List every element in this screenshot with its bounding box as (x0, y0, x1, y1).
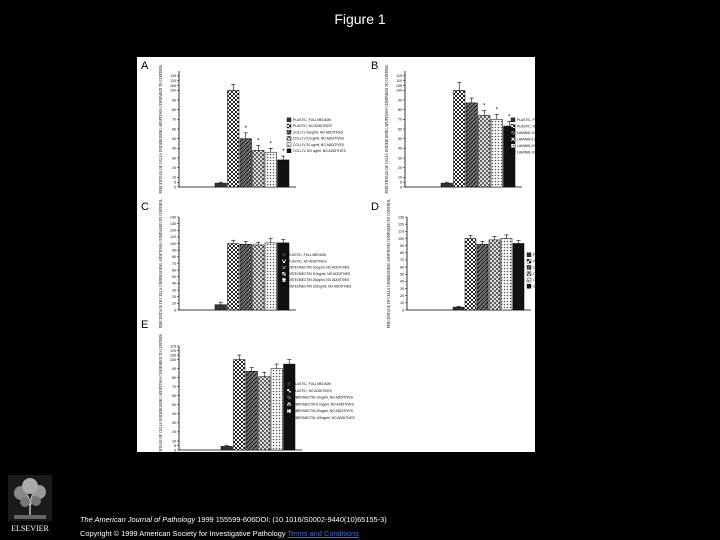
legend-swatch (287, 136, 291, 140)
legend-swatch (287, 409, 291, 413)
bar (271, 369, 283, 450)
y-tick-label: 70 (172, 261, 176, 266)
legend-label: COLL III 20ug/ml, NO ADDITIVES (533, 278, 583, 283)
y-tick-label: 120 (398, 222, 404, 227)
bar (513, 243, 524, 310)
elsevier-logo (8, 475, 52, 535)
legend-swatch (511, 118, 515, 122)
chart-panel-c (141, 199, 352, 328)
legend-label: OSTEONECTIN 5.0ug/ml, NO ADDITIVES (288, 271, 351, 276)
legend-label: PLASTIC, FULL MEDIUM (293, 382, 331, 386)
figure-panel (137, 57, 585, 463)
y-tick-label: 30 (172, 421, 176, 426)
y-tick-label: 50 (172, 275, 176, 280)
significance-marker: * (269, 141, 272, 148)
legend-swatch (511, 124, 515, 128)
chart-panel-e (141, 319, 356, 463)
citation-text: 1999 155599-606DOI: (10.1016/S0002-9440(10)65155-3) (195, 515, 387, 524)
legend-label: FIBRONECTIN 100ug/ml, NO ADDITIVES (293, 416, 355, 420)
legend-label: FIBRONECTIN 20ug/ml, NO ADDITIVES (293, 409, 353, 414)
bar (265, 152, 277, 187)
y-tick-label: 110 (396, 78, 402, 83)
publisher-name: ELSEVIER (11, 524, 49, 533)
legend-swatch (287, 389, 291, 393)
y-axis-label: PERCENTAGE OF CELLS UNDERGOING APOPTOSIS COMPARED TO CONTROL (387, 198, 391, 329)
y-tick-label: 0 (174, 185, 176, 190)
y-tick-label: 90 (172, 98, 176, 103)
figure-title: Figure 1 (334, 11, 386, 27)
legend-swatch (287, 124, 291, 128)
y-tick-label: 105 (170, 83, 176, 88)
y-tick-label: 10 (398, 175, 402, 180)
y-tick-label: 10 (400, 301, 404, 306)
y-tick-label: 50 (172, 136, 176, 141)
journal-name: The American Journal of Pathology (80, 515, 196, 524)
y-tick-label: 130 (398, 215, 404, 220)
y-tick-label: 80 (400, 251, 404, 256)
y-tick-label: 50 (400, 272, 404, 277)
bar (240, 139, 252, 187)
bar (477, 244, 488, 310)
y-tick-label: 20 (398, 165, 402, 170)
legend-label: LAMININ 20 ug/ml, NO ADDITIVES (517, 144, 569, 148)
y-tick-label: 60 (172, 127, 176, 132)
y-tick-label: 110 (170, 348, 176, 353)
y-tick-label: 60 (172, 394, 176, 399)
legend-swatch (287, 149, 291, 153)
legend-label: PLASTIC, NO ADDITIVES (293, 124, 332, 129)
y-tick-label: 50 (398, 136, 402, 141)
significance-marker: * (282, 149, 285, 156)
y-tick-label: 0 (174, 448, 176, 453)
y-axis-label: PERCENTAGE OF CELLS UNDERGOING APOPTOSIS COMPARED TO CONTROL (159, 198, 163, 329)
legend-label: PLASTIC, NO ADDITIVES (517, 124, 556, 129)
y-tick-label: 100 (170, 88, 176, 93)
significance-marker: * (257, 138, 260, 145)
y-tick-label: 90 (400, 243, 404, 248)
y-tick-label: 5 (174, 180, 176, 185)
bar (253, 150, 265, 187)
legend-swatch (287, 130, 291, 134)
legend-label: PLASTIC, FULL MEDIUM (288, 253, 326, 257)
y-tick-label: 110 (170, 235, 176, 240)
bar (253, 245, 265, 310)
figure-charts (137, 57, 585, 463)
legend-swatch (282, 265, 286, 269)
copyright-text: Copyright © 1999 American Society for Investigative Pathology (80, 529, 286, 538)
legend-swatch (287, 118, 291, 122)
y-tick-label: 30 (172, 288, 176, 293)
y-tick-label: 80 (172, 255, 176, 260)
legend-label: PLASTIC, FULL MEDIUM (533, 253, 571, 257)
legend-swatch (511, 150, 515, 154)
chart-panel-a (141, 60, 347, 194)
y-tick-label: 100 (170, 241, 176, 246)
legend-swatch (527, 265, 531, 269)
y-tick-label: 10 (172, 175, 176, 180)
legend-label: FIBRONECTIN 10ug/ml, NO ADDITIVES (293, 395, 353, 400)
bar (453, 307, 464, 310)
legend-swatch (511, 144, 515, 148)
y-tick-label: 40 (398, 146, 402, 151)
y-tick-label: 50 (172, 403, 176, 408)
legend-swatch (282, 259, 286, 263)
bar (491, 119, 503, 187)
bar (466, 103, 478, 187)
y-tick-label: 140 (170, 215, 176, 220)
y-tick-label: 0 (174, 308, 176, 313)
y-tick-label: 80 (172, 375, 176, 380)
y-tick-label: 70 (400, 258, 404, 263)
panel-label: E (141, 319, 149, 331)
bar (284, 364, 296, 450)
bar (234, 360, 246, 450)
y-tick-label: 20 (172, 165, 176, 170)
legend-label: PLASTIC, FULL MEDIUM (517, 118, 555, 122)
legend-label: OSTEONECTIN 10ug/ml, NO ADDITIVES (288, 265, 350, 270)
panel-label: A (141, 60, 149, 72)
legend-label: FIBRONECTIN 5.0ug/ml, NO ADDITIVES (293, 402, 354, 407)
y-tick-label: 120 (170, 228, 176, 233)
bar (441, 183, 453, 187)
legend-swatch (527, 278, 531, 282)
legend-swatch (527, 253, 531, 257)
bar (489, 240, 500, 310)
y-tick-label: 40 (172, 146, 176, 151)
y-tick-label: 30 (400, 286, 404, 291)
y-tick-label: 115 (396, 74, 402, 79)
bar (465, 238, 476, 310)
y-tick-label: 60 (398, 127, 402, 132)
significance-marker: * (495, 107, 498, 114)
panel-label: B (371, 60, 379, 72)
legend-swatch (287, 382, 291, 386)
legend-swatch (282, 272, 286, 276)
chart-panel-b (371, 60, 571, 194)
bar (240, 244, 252, 310)
bar (215, 305, 227, 310)
legend-swatch (287, 395, 291, 399)
legend-label: COLL IV 20 ug/ml, NO ADDITIVES (293, 142, 344, 147)
y-tick-label: 5 (400, 180, 402, 185)
y-tick-label: 30 (172, 156, 176, 161)
y-tick-label: 40 (172, 281, 176, 286)
y-tick-label: 100 (170, 357, 176, 362)
bar (259, 377, 271, 450)
y-tick-label: 80 (172, 107, 176, 112)
chart-panel-d (371, 199, 585, 328)
legend-label: LAMININ 5.0 ug/ml, NO ADDITIVES (517, 137, 570, 142)
bar (278, 160, 290, 187)
legend-swatch (511, 131, 515, 135)
y-tick-label: 70 (398, 117, 402, 122)
legend-label: COLL III 5.0ug/ml, NO ADDITIVES (533, 271, 584, 276)
legend-swatch (282, 253, 286, 257)
citation-line (80, 515, 387, 524)
y-tick-label: 110 (398, 229, 404, 234)
y-tick-label: 40 (400, 279, 404, 284)
y-tick-label: 100 (396, 88, 402, 93)
copyright-line (80, 529, 359, 538)
y-tick-label: 130 (170, 221, 176, 226)
legend-label: PLASTIC, FULL MEDIUM (293, 118, 331, 122)
legend-swatch (287, 402, 291, 406)
bar (246, 371, 258, 450)
legend-label: OSTEONECTIN 100ug/ml, NO ADDITIVES (288, 284, 352, 289)
y-tick-label: 30 (398, 156, 402, 161)
legend-swatch (282, 278, 286, 282)
y-tick-label: 100 (398, 236, 404, 241)
y-tick-label: 60 (172, 268, 176, 273)
terms-link[interactable]: Terms and Conditions (287, 529, 359, 538)
legend-swatch (527, 284, 531, 288)
legend-label: COLL III 100ug/ml, NO ADDITIVES (533, 284, 585, 289)
y-tick-label: 20 (172, 430, 176, 435)
bar (501, 238, 512, 310)
legend-swatch (282, 284, 286, 288)
bar (265, 243, 277, 310)
y-tick-label: 90 (398, 98, 402, 103)
legend-label: COLL IV 5.0ug/ml, NO ADDITIVES (293, 136, 344, 141)
panel-label: C (141, 201, 149, 213)
bar (228, 90, 240, 187)
y-tick-label: 90 (172, 248, 176, 253)
bar (221, 446, 233, 450)
legend-label: LAMININ 100 ug/ml, NO ADDITIVES (517, 150, 571, 155)
bar (504, 126, 516, 187)
y-tick-label: 105 (396, 83, 402, 88)
y-axis-label: PERCENTAGE OF CELLS UNDERGOING APOPTOSIS COMPARED TO CONTROL (385, 64, 389, 194)
legend-swatch (527, 259, 531, 263)
y-tick-label: 115 (170, 344, 176, 349)
y-tick-label: 10 (172, 439, 176, 444)
legend-label: COLL III 10ug/ml, NO ADDITIVES (533, 265, 583, 270)
legend-label: PLASTIC, NO ADDITIVES (533, 259, 572, 264)
bar (215, 183, 227, 187)
legend-label: PLASTIC, NO ADDITIVES (293, 388, 332, 393)
y-tick-label: 5 (174, 443, 176, 448)
legend-label: LAMININ 10 ug/ml, NO ADDITIVES (517, 131, 569, 135)
bar (228, 244, 240, 310)
bar (454, 90, 466, 187)
legend-label: COLL IV 10ug/ml, NO ADDITIVES (293, 130, 344, 135)
y-tick-label: 60 (400, 265, 404, 270)
legend-swatch (527, 272, 531, 276)
y-tick-label: 40 (172, 412, 176, 417)
y-axis-label: PERCENTAGE OF CELLS UNDERGOING APOPTOSIS COMPARED TO CONTROL (159, 64, 163, 194)
y-tick-label: 10 (172, 301, 176, 306)
y-tick-label: 70 (172, 384, 176, 389)
significance-marker: * (244, 125, 247, 132)
y-tick-label: 70 (172, 117, 176, 122)
y-axis-label: PERCENTAGE OF CELLS UNDERGOING APOPTOSIS COMPARED TO CONTROL (159, 333, 163, 463)
y-tick-label: 115 (170, 74, 176, 79)
y-tick-label: 105 (170, 353, 176, 358)
y-tick-label: 20 (400, 293, 404, 298)
legend-swatch (287, 143, 291, 147)
bar (479, 115, 491, 187)
significance-marker: * (508, 114, 511, 121)
significance-marker: * (483, 103, 486, 110)
panel-label: D (371, 201, 379, 213)
y-tick-label: 20 (172, 295, 176, 300)
y-tick-label: 0 (402, 308, 404, 313)
legend-swatch (511, 137, 515, 141)
y-tick-label: 110 (170, 78, 176, 83)
legend-label: COLL IV 100 ug/ml, NO ADDITIVES (293, 149, 346, 153)
y-tick-label: 80 (398, 107, 402, 112)
legend-label: OSTEONECTIN 20ug/ml, NO ADDITIVES (288, 278, 350, 283)
y-tick-label: 90 (172, 366, 176, 371)
legend-swatch (287, 416, 291, 420)
y-tick-label: 0 (400, 185, 402, 190)
legend-label: PLASTIC, NO ADDITIVES (288, 259, 327, 264)
